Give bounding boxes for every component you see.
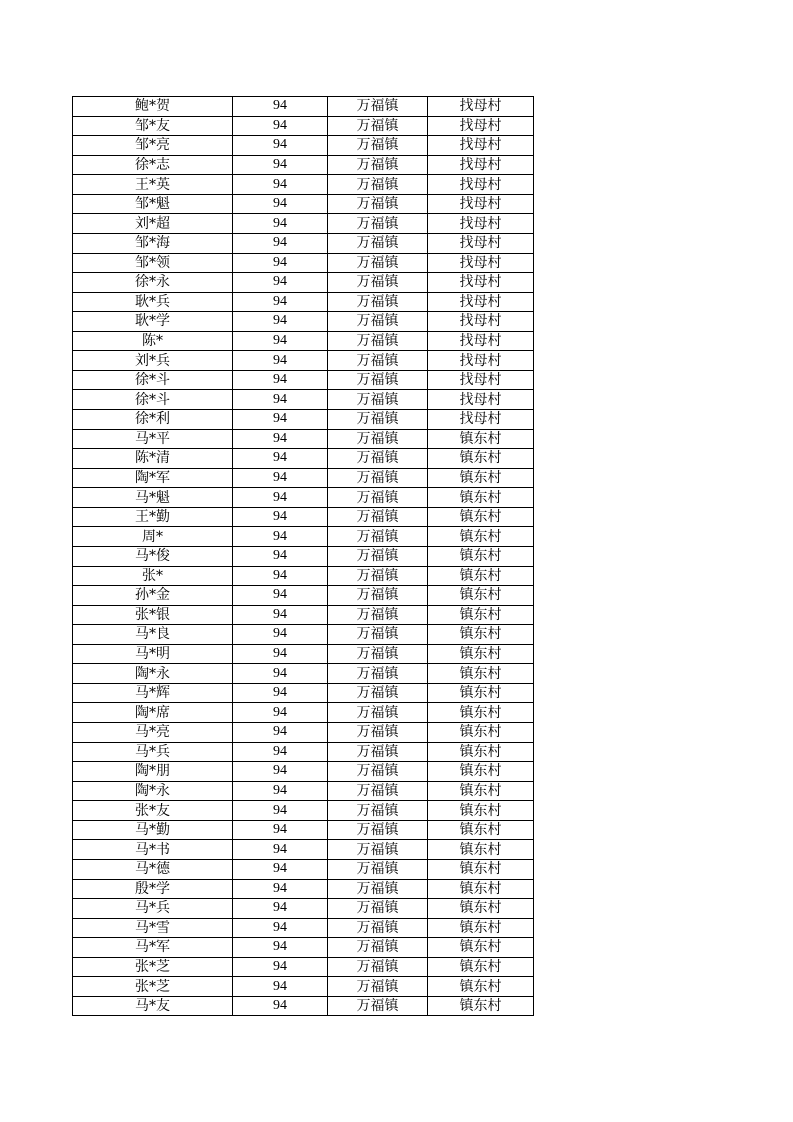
village-cell: 找母村: [428, 155, 534, 175]
village-cell: 找母村: [428, 312, 534, 332]
age-cell: 94: [233, 292, 328, 312]
village-cell: 镇东村: [428, 918, 534, 938]
name-cell: 邹*魁: [73, 194, 233, 214]
age-cell: 94: [233, 879, 328, 899]
age-cell: 94: [233, 410, 328, 430]
name-cell: 陈*: [73, 331, 233, 351]
village-cell: 镇东村: [428, 820, 534, 840]
table-row: [73, 879, 534, 899]
age-cell: 94: [233, 214, 328, 234]
town-cell: 万福镇: [328, 566, 428, 586]
table-row: [73, 801, 534, 821]
town-cell: 万福镇: [328, 449, 428, 469]
table-row: [73, 723, 534, 743]
table-row: [73, 468, 534, 488]
town-cell: 万福镇: [328, 253, 428, 273]
age-cell: 94: [233, 233, 328, 253]
village-cell: 找母村: [428, 292, 534, 312]
village-cell: 镇东村: [428, 742, 534, 762]
name-cell: 马*魁: [73, 488, 233, 508]
name-cell: 刘*兵: [73, 351, 233, 371]
town-cell: 万福镇: [328, 605, 428, 625]
town-cell: 万福镇: [328, 175, 428, 195]
table-row: [73, 625, 534, 645]
name-cell: 张*银: [73, 605, 233, 625]
table-row: [73, 390, 534, 410]
town-cell: 万福镇: [328, 762, 428, 782]
name-cell: 孙*金: [73, 586, 233, 606]
name-cell: 耿*学: [73, 312, 233, 332]
name-cell: 陶*席: [73, 703, 233, 723]
name-cell: 周*: [73, 527, 233, 547]
table-row: [73, 683, 534, 703]
town-cell: 万福镇: [328, 899, 428, 919]
age-cell: 94: [233, 918, 328, 938]
village-cell: 镇东村: [428, 899, 534, 919]
village-cell: 镇东村: [428, 977, 534, 997]
village-cell: 镇东村: [428, 723, 534, 743]
village-cell: 找母村: [428, 136, 534, 156]
age-cell: 94: [233, 155, 328, 175]
table-row: [73, 566, 534, 586]
town-cell: 万福镇: [328, 155, 428, 175]
table-row: [73, 644, 534, 664]
town-cell: 万福镇: [328, 703, 428, 723]
name-cell: 陶*朋: [73, 762, 233, 782]
name-cell: 徐*永: [73, 273, 233, 293]
name-cell: 王*勤: [73, 507, 233, 527]
name-cell: 马*亮: [73, 723, 233, 743]
name-cell: 马*兵: [73, 899, 233, 919]
table-row: [73, 996, 534, 1016]
town-cell: 万福镇: [328, 331, 428, 351]
age-cell: 94: [233, 312, 328, 332]
age-cell: 94: [233, 859, 328, 879]
town-cell: 万福镇: [328, 840, 428, 860]
age-cell: 94: [233, 781, 328, 801]
table-row: [73, 312, 534, 332]
name-cell: 马*勤: [73, 820, 233, 840]
village-cell: 镇东村: [428, 703, 534, 723]
village-cell: 镇东村: [428, 605, 534, 625]
age-cell: 94: [233, 527, 328, 547]
name-cell: 刘*超: [73, 214, 233, 234]
town-cell: 万福镇: [328, 136, 428, 156]
village-cell: 找母村: [428, 233, 534, 253]
village-cell: 镇东村: [428, 566, 534, 586]
village-cell: 镇东村: [428, 957, 534, 977]
village-cell: 镇东村: [428, 664, 534, 684]
town-cell: 万福镇: [328, 546, 428, 566]
town-cell: 万福镇: [328, 586, 428, 606]
town-cell: 万福镇: [328, 390, 428, 410]
village-cell: 镇东村: [428, 625, 534, 645]
table-body: [73, 97, 534, 1016]
age-cell: 94: [233, 938, 328, 958]
name-cell: 陶*军: [73, 468, 233, 488]
age-cell: 94: [233, 664, 328, 684]
age-cell: 94: [233, 370, 328, 390]
age-cell: 94: [233, 840, 328, 860]
age-cell: 94: [233, 507, 328, 527]
age-cell: 94: [233, 605, 328, 625]
age-cell: 94: [233, 996, 328, 1016]
age-cell: 94: [233, 586, 328, 606]
town-cell: 万福镇: [328, 996, 428, 1016]
table-row: [73, 136, 534, 156]
village-cell: 镇东村: [428, 859, 534, 879]
table-row: [73, 253, 534, 273]
name-cell: 马*兵: [73, 742, 233, 762]
town-cell: 万福镇: [328, 527, 428, 547]
age-cell: 94: [233, 703, 328, 723]
name-cell: 陶*永: [73, 664, 233, 684]
table-row: [73, 546, 534, 566]
name-cell: 鲍*贺: [73, 97, 233, 117]
town-cell: 万福镇: [328, 938, 428, 958]
table-row: [73, 370, 534, 390]
age-cell: 94: [233, 762, 328, 782]
table-row: [73, 194, 534, 214]
village-cell: 找母村: [428, 390, 534, 410]
name-cell: 张*友: [73, 801, 233, 821]
village-cell: 找母村: [428, 194, 534, 214]
name-cell: 陈*清: [73, 449, 233, 469]
village-cell: 镇东村: [428, 683, 534, 703]
table-row: [73, 488, 534, 508]
table-row: [73, 351, 534, 371]
age-cell: 94: [233, 488, 328, 508]
town-cell: 万福镇: [328, 292, 428, 312]
town-cell: 万福镇: [328, 625, 428, 645]
table-row: [73, 214, 534, 234]
town-cell: 万福镇: [328, 977, 428, 997]
table-row: [73, 507, 534, 527]
village-cell: 镇东村: [428, 429, 534, 449]
village-cell: 镇东村: [428, 801, 534, 821]
village-cell: 镇东村: [428, 507, 534, 527]
town-cell: 万福镇: [328, 781, 428, 801]
village-cell: 找母村: [428, 175, 534, 195]
name-cell: 马*雪: [73, 918, 233, 938]
age-cell: 94: [233, 429, 328, 449]
table-row: [73, 918, 534, 938]
village-cell: 找母村: [428, 116, 534, 136]
name-cell: 邹*亮: [73, 136, 233, 156]
village-cell: 找母村: [428, 253, 534, 273]
age-cell: 94: [233, 175, 328, 195]
town-cell: 万福镇: [328, 214, 428, 234]
age-cell: 94: [233, 253, 328, 273]
name-cell: 马*辉: [73, 683, 233, 703]
village-cell: 镇东村: [428, 644, 534, 664]
name-cell: 邹*海: [73, 233, 233, 253]
village-cell: 镇东村: [428, 488, 534, 508]
village-cell: 镇东村: [428, 879, 534, 899]
village-cell: 镇东村: [428, 781, 534, 801]
town-cell: 万福镇: [328, 410, 428, 430]
town-cell: 万福镇: [328, 273, 428, 293]
age-cell: 94: [233, 546, 328, 566]
town-cell: 万福镇: [328, 116, 428, 136]
table-row: [73, 957, 534, 977]
town-cell: 万福镇: [328, 488, 428, 508]
age-cell: 94: [233, 390, 328, 410]
town-cell: 万福镇: [328, 507, 428, 527]
town-cell: 万福镇: [328, 233, 428, 253]
town-cell: 万福镇: [328, 683, 428, 703]
name-cell: 陶*永: [73, 781, 233, 801]
village-cell: 找母村: [428, 97, 534, 117]
name-cell: 张*芝: [73, 957, 233, 977]
town-cell: 万福镇: [328, 859, 428, 879]
age-cell: 94: [233, 723, 328, 743]
name-cell: 马*书: [73, 840, 233, 860]
age-cell: 94: [233, 116, 328, 136]
table-row: [73, 410, 534, 430]
age-cell: 94: [233, 194, 328, 214]
table-row: [73, 664, 534, 684]
name-cell: 徐*利: [73, 410, 233, 430]
age-cell: 94: [233, 977, 328, 997]
table-row: [73, 703, 534, 723]
village-cell: 找母村: [428, 214, 534, 234]
name-cell: 耿*兵: [73, 292, 233, 312]
name-cell: 马*明: [73, 644, 233, 664]
name-cell: 张*: [73, 566, 233, 586]
village-cell: 镇东村: [428, 586, 534, 606]
village-cell: 镇东村: [428, 762, 534, 782]
table-row: [73, 175, 534, 195]
village-cell: 找母村: [428, 351, 534, 371]
table-row: [73, 273, 534, 293]
table-row: [73, 429, 534, 449]
name-cell: 徐*志: [73, 155, 233, 175]
table-row: [73, 820, 534, 840]
table-row: [73, 449, 534, 469]
age-cell: 94: [233, 801, 328, 821]
village-cell: 镇东村: [428, 527, 534, 547]
village-cell: 镇东村: [428, 468, 534, 488]
name-cell: 马*军: [73, 938, 233, 958]
town-cell: 万福镇: [328, 723, 428, 743]
name-cell: 张*芝: [73, 977, 233, 997]
name-cell: 邹*友: [73, 116, 233, 136]
village-cell: 镇东村: [428, 996, 534, 1016]
age-cell: 94: [233, 331, 328, 351]
town-cell: 万福镇: [328, 429, 428, 449]
table-row: [73, 527, 534, 547]
name-cell: 殷*学: [73, 879, 233, 899]
age-cell: 94: [233, 820, 328, 840]
town-cell: 万福镇: [328, 312, 428, 332]
age-cell: 94: [233, 97, 328, 117]
table-row: [73, 97, 534, 117]
table-row: [73, 840, 534, 860]
village-cell: 找母村: [428, 273, 534, 293]
data-table: [72, 96, 534, 1016]
name-cell: 徐*斗: [73, 390, 233, 410]
town-cell: 万福镇: [328, 801, 428, 821]
town-cell: 万福镇: [328, 957, 428, 977]
name-cell: 马*友: [73, 996, 233, 1016]
age-cell: 94: [233, 644, 328, 664]
age-cell: 94: [233, 625, 328, 645]
table-row: [73, 155, 534, 175]
table-row: [73, 742, 534, 762]
age-cell: 94: [233, 136, 328, 156]
table-row: [73, 938, 534, 958]
name-cell: 王*英: [73, 175, 233, 195]
village-cell: 找母村: [428, 331, 534, 351]
village-cell: 镇东村: [428, 938, 534, 958]
town-cell: 万福镇: [328, 351, 428, 371]
table-row: [73, 233, 534, 253]
name-cell: 马*俊: [73, 546, 233, 566]
village-cell: 找母村: [428, 410, 534, 430]
table-row: [73, 586, 534, 606]
table-row: [73, 116, 534, 136]
table-row: [73, 762, 534, 782]
age-cell: 94: [233, 899, 328, 919]
age-cell: 94: [233, 351, 328, 371]
age-cell: 94: [233, 273, 328, 293]
table-row: [73, 331, 534, 351]
town-cell: 万福镇: [328, 918, 428, 938]
age-cell: 94: [233, 566, 328, 586]
name-cell: 徐*斗: [73, 370, 233, 390]
town-cell: 万福镇: [328, 468, 428, 488]
age-cell: 94: [233, 683, 328, 703]
name-cell: 邹*领: [73, 253, 233, 273]
table-row: [73, 977, 534, 997]
table-row: [73, 292, 534, 312]
village-cell: 找母村: [428, 370, 534, 390]
table-row: [73, 781, 534, 801]
age-cell: 94: [233, 468, 328, 488]
town-cell: 万福镇: [328, 820, 428, 840]
village-cell: 镇东村: [428, 449, 534, 469]
table-row: [73, 605, 534, 625]
name-cell: 马*平: [73, 429, 233, 449]
name-cell: 马*德: [73, 859, 233, 879]
age-cell: 94: [233, 449, 328, 469]
name-cell: 马*良: [73, 625, 233, 645]
town-cell: 万福镇: [328, 742, 428, 762]
village-cell: 镇东村: [428, 840, 534, 860]
village-cell: 镇东村: [428, 546, 534, 566]
town-cell: 万福镇: [328, 644, 428, 664]
table-row: [73, 859, 534, 879]
age-cell: 94: [233, 957, 328, 977]
town-cell: 万福镇: [328, 194, 428, 214]
town-cell: 万福镇: [328, 370, 428, 390]
table-row: [73, 899, 534, 919]
town-cell: 万福镇: [328, 97, 428, 117]
town-cell: 万福镇: [328, 664, 428, 684]
age-cell: 94: [233, 742, 328, 762]
town-cell: 万福镇: [328, 879, 428, 899]
